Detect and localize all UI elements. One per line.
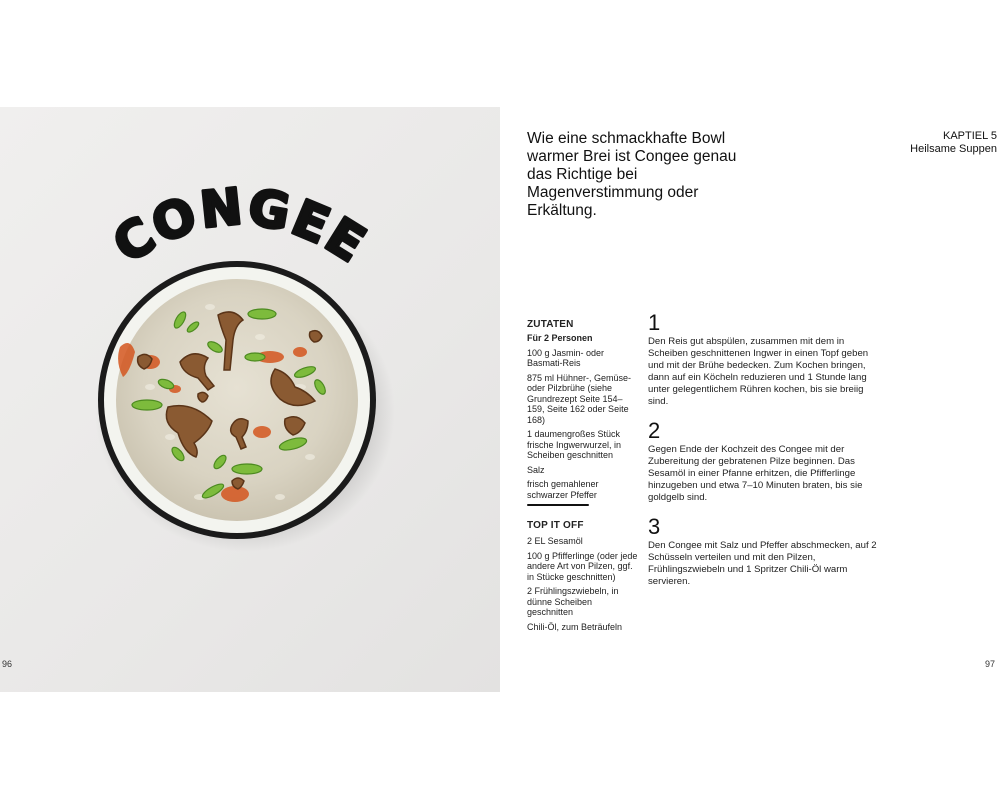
- topping-item: Chili-Öl, zum Beträufeln: [527, 621, 623, 632]
- ingredient-item: 100 g Jasmin- oder Basmati-Reis: [527, 347, 605, 368]
- recipe-photo-panel: [0, 107, 500, 692]
- step-number: 3: [648, 514, 661, 539]
- topping-item: 2 Frühlingszwiebeln, in dünne Scheiben geschnitten: [527, 586, 619, 617]
- section-divider: [527, 504, 589, 506]
- page-number-right: 97: [984, 659, 995, 669]
- congee-bowl-illustration: [0, 107, 500, 692]
- ingredient-item: frisch gemahlener schwarzer Pfeffer: [527, 479, 599, 500]
- congee-title-art: CONGEE: [103, 177, 377, 275]
- topping-item: 2 EL Sesamöl: [527, 536, 583, 546]
- page-number-left: 96: [2, 659, 13, 669]
- ingredient-item: Salz: [527, 464, 545, 475]
- ingredient-item: 1 daumengroßes Stück frische Ingwerwurzel, in Scheiben geschnitten: [527, 429, 622, 460]
- chapter-label: KAPTIEL 5: [942, 130, 997, 142]
- method-steps: [648, 311, 883, 599]
- ingredients-heading: ZUTATEN: [527, 319, 574, 330]
- ingredients-column: [527, 319, 639, 636]
- servings-label: Für 2 Personen: [527, 333, 593, 343]
- chapter-title: Heilsame Suppen: [910, 143, 997, 155]
- topping-item: 100 g Pfifferlinge (oder jede andere Art von Pilzen, ggf. in Stücke geschnitten): [527, 550, 638, 582]
- topping-heading: TOP IT OFF: [527, 520, 584, 531]
- ingredient-item: 875 ml Hühner-, Gemüse- oder Pilzbrühe (siehe Grundrezept Seite 154–159, Seite 162 oder Seite 168): [527, 372, 632, 425]
- step-number: 2: [648, 418, 661, 443]
- chapter-heading: [910, 130, 997, 156]
- step-text: Den Congee mit Salz und Pfeffer abschmecken, auf 2 Schüsseln verteilen und mit den Pilzen, Frühlingszwiebeln und 1 Spritzer Chili-Öl warm servieren.: [648, 540, 877, 587]
- recipe-intro: Wie eine schmackhafte Bowl warmer Brei ist Congee genau das Richtige bei Magenverstimmung oder Erkältung.: [527, 130, 737, 219]
- step-number: 1: [648, 310, 661, 335]
- step-text: Gegen Ende der Kochzeit des Congee mit der Zubereitung der gebratenen Pilze beginnen. Das Sesamöl in einer Pfanne erhitzen, die Pfifferlinge hinzugeben und etwa 7–10 Minuten braten, bis sie goldgelb sind.: [648, 444, 863, 503]
- step-text: Den Reis gut abspülen, zusammen mit dem in Scheiben geschnittenen Ingwer in einen Topf geben und mit der Brühe bedecken. Zum Kochen bringen, dann auf ein Köcheln reduzieren und 1 Stunde lang unter gelegentlichem Rühren kochen, bis sie breiig sind.: [648, 336, 869, 407]
